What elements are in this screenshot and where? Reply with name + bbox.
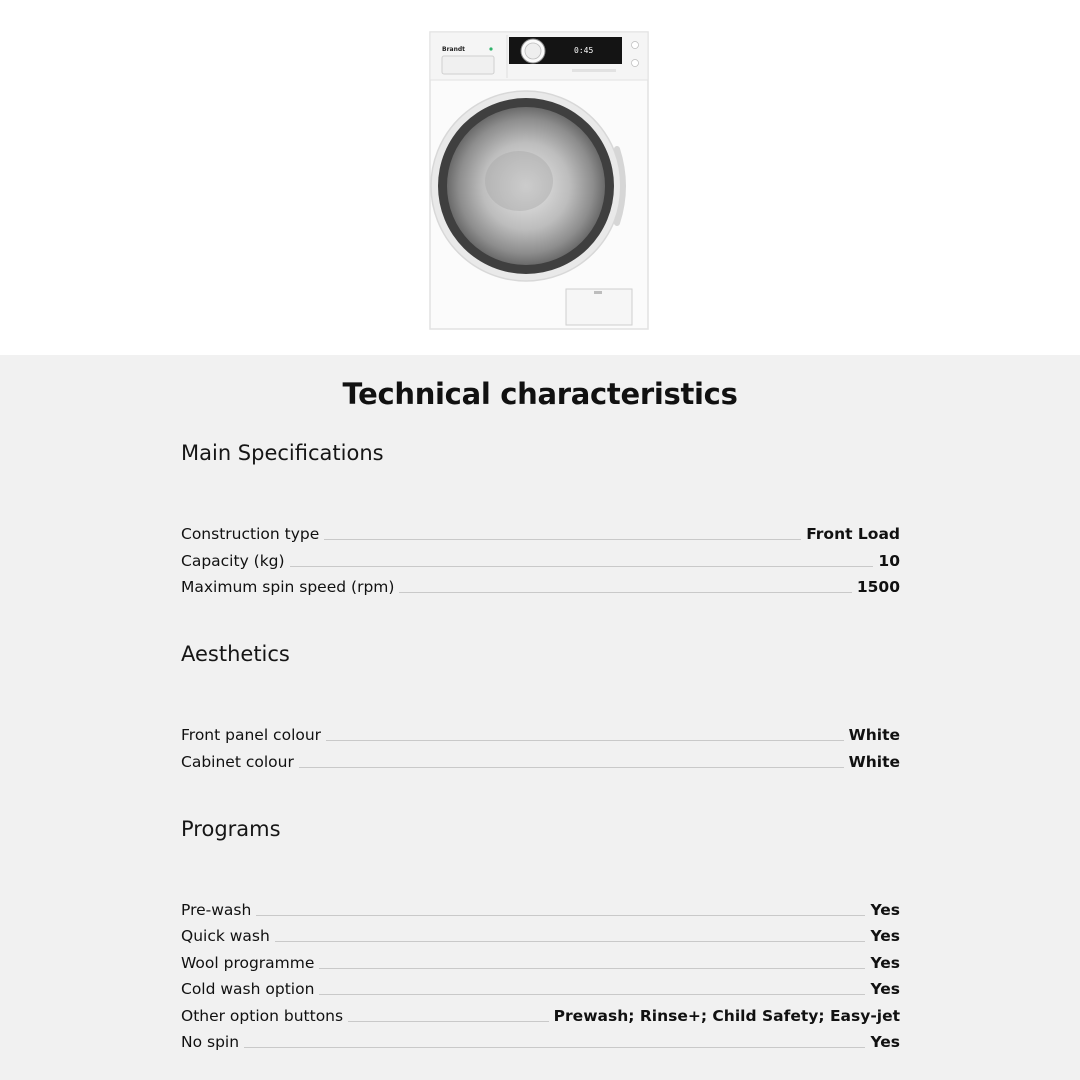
spec-value: Yes [870,927,900,945]
spec-value: 10 [878,552,900,570]
spec-value: Yes [870,980,900,998]
spec-value: Yes [870,901,900,919]
spec-label: Wool programme [181,954,315,972]
dotted-leader [290,566,874,567]
spec-row [181,722,900,744]
spec-label: Maximum spin speed (rpm) [181,578,395,596]
spec-value: Yes [870,954,900,972]
spec-row [181,897,900,919]
dotted-leader [256,915,865,916]
dotted-leader [399,592,851,593]
spec-label: No spin [181,1033,240,1051]
spec-value: White [848,726,900,744]
spec-value: White [848,753,900,771]
section-title-main-specifications: Main Specifications [181,441,384,465]
spec-label: Construction type [181,525,320,543]
section-title-programs: Programs [181,817,281,841]
spec-row [181,1003,900,1025]
spec-label: Cold wash option [181,980,315,998]
dotted-leader [324,539,801,540]
spec-label: Front panel colour [181,726,322,744]
section-title-aesthetics: Aesthetics [181,642,290,666]
spec-value: Prewash; Rinse+; Child Safety; Easy-jet [553,1007,900,1025]
dotted-leader [244,1047,865,1048]
spec-row [181,521,900,543]
spec-label: Capacity (kg) [181,552,285,570]
spec-value: Front Load [806,525,900,543]
spec-label: Quick wash [181,927,270,945]
spec-label: Pre-wash [181,901,252,919]
dotted-leader [319,968,865,969]
spec-row [181,749,900,771]
spec-value: Yes [870,1033,900,1051]
technical-characteristics-panel [0,355,1080,1080]
dotted-leader [275,941,866,942]
brand-logo: Brandt [442,46,466,53]
spec-row [181,574,900,596]
machine-display: 0:45 [574,46,594,55]
washing-machine-image [429,31,649,330]
spec-row [181,976,900,998]
spec-label: Cabinet colour [181,753,294,771]
dotted-leader [326,740,844,741]
spec-row [181,950,900,972]
dotted-leader [348,1021,549,1022]
spec-row [181,1029,900,1051]
dotted-leader [319,994,865,995]
spec-value: 1500 [856,578,900,596]
spec-row [181,548,900,570]
spec-row [181,923,900,945]
page-title: Technical characteristics [342,377,738,411]
spec-label: Other option buttons [181,1007,344,1025]
dotted-leader [299,767,844,768]
product-image-area [0,0,1080,355]
